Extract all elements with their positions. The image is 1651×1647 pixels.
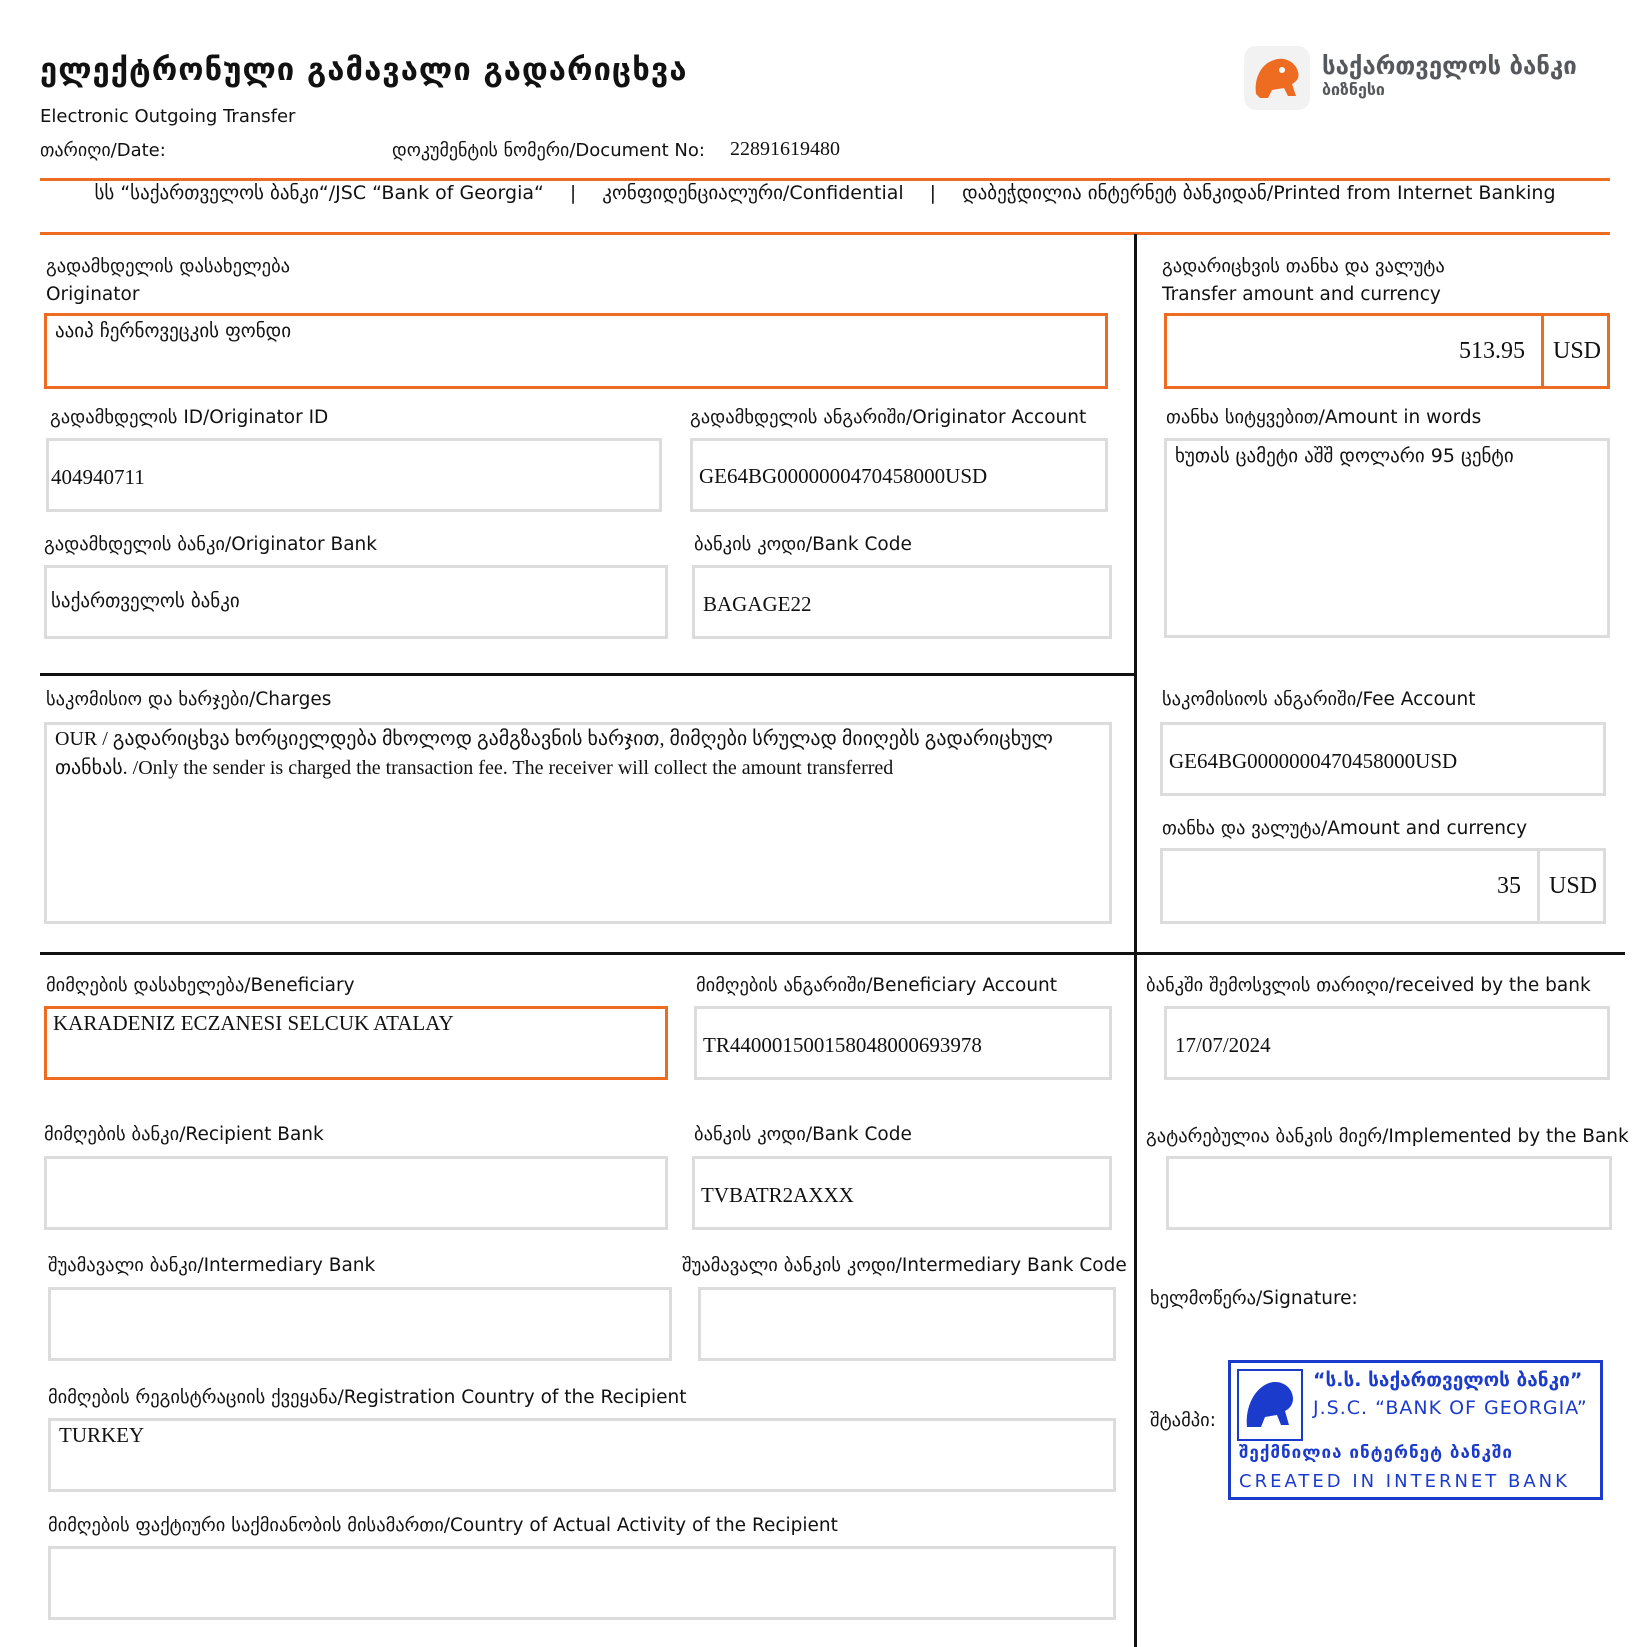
amount-words-field[interactable] [1164, 438, 1610, 638]
reg-country-field[interactable] [48, 1418, 1116, 1492]
doc-no-value: 22891619480 [730, 138, 840, 160]
top-divider [40, 178, 1610, 181]
beneficiary-account-label: მიმღების ანგარიში/Beneficiary Account [696, 975, 1058, 996]
stamp-line4: CREATED IN INTERNET BANK [1239, 1471, 1570, 1492]
originator-bank-value: საქართველოს ბანკი [51, 590, 240, 612]
transfer-amount-value: 513.95 [1459, 338, 1525, 364]
intermediary-bank-label: შუამავალი ბანკი/Intermediary Bank [48, 1255, 376, 1276]
intermediary-code-field[interactable] [698, 1287, 1116, 1361]
stamp-line3: შექმნილია ინტერნეტ ბანკში [1239, 1443, 1513, 1463]
originator-account-field[interactable] [690, 438, 1108, 512]
originator-field[interactable] [44, 313, 1108, 389]
fee-currency-divider [1537, 851, 1540, 921]
bank-stamp [1228, 1360, 1603, 1500]
originator-account-value: GE64BG0000000470458000USD [699, 464, 988, 488]
stamp-lion-icon [1237, 1369, 1303, 1441]
recipient-bank-field[interactable] [44, 1156, 668, 1230]
banner-separator: | [929, 182, 937, 204]
amount-words-label: თანხა სიტყვებით/Amount in words [1166, 407, 1482, 428]
doc-no-label: დოკუმენტის ნომერი/Document No: [392, 140, 705, 161]
fee-account-field[interactable] [1160, 722, 1606, 796]
fee-amount-label: თანხა და ვალუტა/Amount and currency [1162, 818, 1528, 839]
transfer-currency-value: USD [1553, 338, 1602, 364]
amount-words-value: ხუთას ცამეტი აშშ დოლარი 95 ცენტი [1175, 445, 1514, 467]
received-value: 17/07/2024 [1175, 1033, 1271, 1057]
implemented-label: გატარებულია ბანკის მიერ/Implemented by the Bank [1146, 1126, 1629, 1147]
stamp-line2: J.S.C. “BANK OF GEORGIA” [1313, 1397, 1588, 1419]
transfer-amount-label-ka: გადარიცხვის თანხა და ვალუტა [1162, 256, 1445, 277]
originator-label-ka: გადამხდელის დასახელება [46, 256, 291, 277]
originator-bank-label: გადამხდელის ბანკი/Originator Bank [44, 534, 377, 555]
banner-separator: | [569, 182, 577, 204]
fee-amount-field[interactable] [1160, 848, 1606, 924]
recipient-bank-code-label: ბანკის კოდი/Bank Code [694, 1124, 912, 1145]
beneficiary-label: მიმღების დასახელება/Beneficiary [46, 975, 355, 996]
fee-currency-value: USD [1549, 873, 1598, 899]
received-field[interactable] [1164, 1006, 1610, 1080]
transfer-amount-label-en: Transfer amount and currency [1162, 284, 1441, 305]
fee-amount-value: 35 [1497, 873, 1521, 899]
recipient-bank-code-field[interactable] [692, 1156, 1112, 1230]
beneficiary-field[interactable] [44, 1006, 668, 1080]
beneficiary-account-value: TR440001500158048000693978 [703, 1033, 982, 1057]
transfer-amount-field[interactable] [1164, 313, 1610, 389]
reg-country-value: TURKEY [59, 1423, 145, 1447]
charges-value: OUR / გადარიცხვა ხორციელდება მხოლოდ გამგზავნის ხარჯით, მიმღები სრულად მიიღებს გადარიცხულ თანხას. /Only the sender is charged the transaction fee. The receiver will collect the amount transferred [55, 728, 1053, 779]
originator-value: ააიპ ჩერნოვეცკის ფონდი [55, 320, 292, 342]
currency-divider [1541, 316, 1544, 386]
lion-icon [1242, 44, 1312, 112]
stamp-line1: “ს.ს. საქართველოს ბანკი” [1313, 1369, 1583, 1391]
date-label: თარიღი/Date: [40, 140, 166, 161]
section-divider-2 [40, 952, 1625, 955]
recipient-bank-label: მიმღების ბანკი/Recipient Bank [44, 1124, 324, 1145]
column-divider [1134, 234, 1137, 1647]
banner-confidential: კონფიდენციალური/Confidential [602, 182, 904, 204]
originator-id-field[interactable] [46, 438, 662, 512]
banner-jsc: სს “საქართველოს ბანკი“/JSC “Bank of Georgia“ [94, 182, 544, 204]
bank-logo [1242, 44, 1612, 112]
recipient-bank-code-value: TVBATR2AXXX [701, 1183, 854, 1207]
charges-field[interactable] [44, 722, 1112, 924]
intermediary-bank-field[interactable] [48, 1287, 672, 1361]
charges-label: საკომისიო და ხარჯები/Charges [46, 689, 332, 710]
stamp-label: შტამპი: [1150, 1410, 1216, 1431]
implemented-field[interactable] [1166, 1156, 1612, 1230]
actual-country-label: მიმღების ფაქტიური საქმიანობის მისამართი/Country of Actual Activity of the Recipient [48, 1515, 838, 1536]
banner [40, 182, 1610, 204]
logo-name: საქართველოს ბანკი [1322, 52, 1577, 80]
logo-sub: ბიზნესი [1322, 80, 1385, 99]
reg-country-label: მიმღების რეგისტრაციის ქვეყანა/Registration Country of the Recipient [48, 1387, 687, 1408]
document-title: ელექტრონული გამავალი გადარიცხვა [40, 52, 688, 88]
intermediary-code-label: შუამავალი ბანკის კოდი/Intermediary Bank Code [682, 1255, 1127, 1276]
section-divider-1 [40, 673, 1136, 676]
originator-id-value: 404940711 [51, 465, 145, 489]
originator-bank-code-label: ბანკის კოდი/Bank Code [694, 534, 912, 555]
received-label: ბანკში შემოსვლის თარიღი/received by the bank [1146, 975, 1591, 996]
originator-bank-code-field[interactable] [692, 565, 1112, 639]
banner-printed: დაბეჭდილია ინტერნეტ ბანკიდან/Printed from Internet Banking [962, 182, 1556, 204]
originator-bank-field[interactable] [44, 565, 668, 639]
originator-id-label: გადამხდელის ID/Originator ID [50, 407, 329, 428]
document-subtitle: Electronic Outgoing Transfer [40, 106, 296, 127]
originator-label-en: Originator [46, 284, 140, 305]
signature-label: ხელმოწერა/Signature: [1150, 1288, 1358, 1309]
beneficiary-account-field[interactable] [694, 1006, 1112, 1080]
beneficiary-value: KARADENIZ ECZANESI SELCUK ATALAY [53, 1011, 454, 1035]
originator-account-label: გადამხდელის ანგარიში/Originator Account [690, 407, 1087, 428]
originator-bank-code-value: BAGAGE22 [703, 592, 812, 616]
fee-account-value: GE64BG0000000470458000USD [1169, 749, 1458, 773]
actual-country-field[interactable] [48, 1546, 1116, 1620]
bottom-divider [40, 232, 1610, 235]
fee-account-label: საკომისიოს ანგარიში/Fee Account [1162, 689, 1476, 710]
